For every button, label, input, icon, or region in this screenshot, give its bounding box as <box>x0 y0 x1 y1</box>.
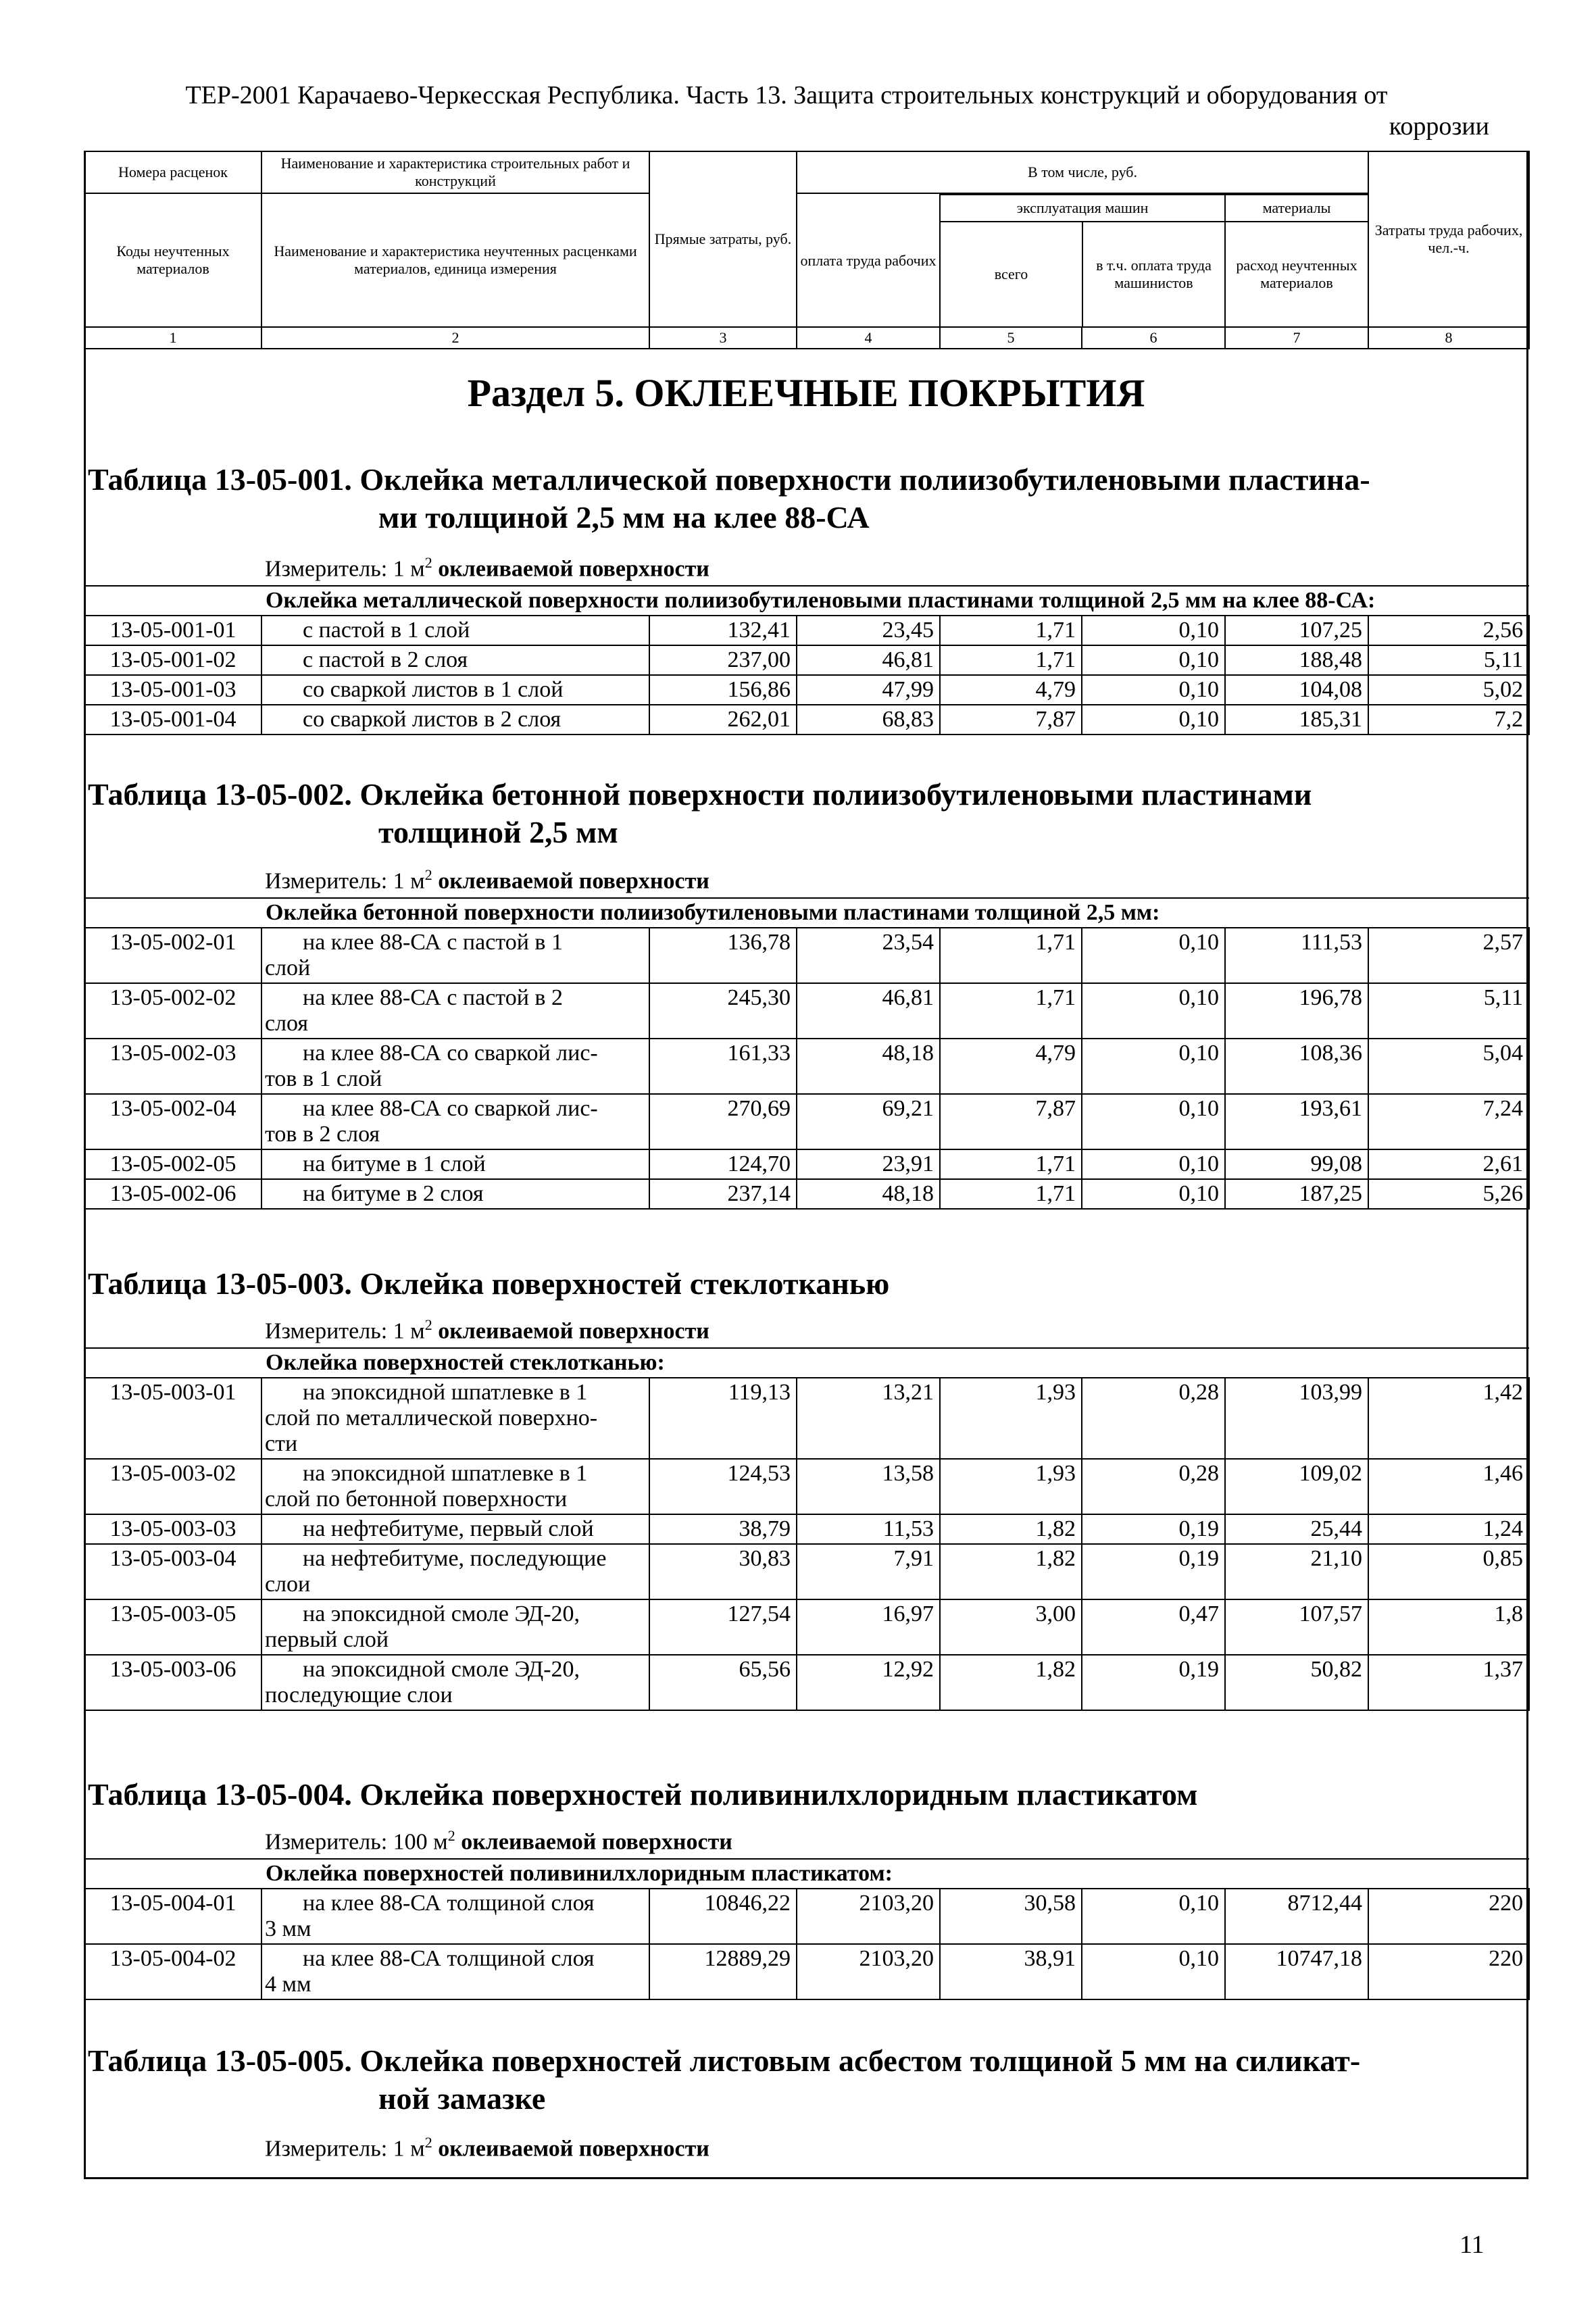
table-row: 13-05-003-05 на эпоксидной смоле ЭД-20, первый слой 127,54 16,97 3,00 0,47 107,57 1,8 <box>84 1599 1529 1655</box>
rates-table-001 <box>84 585 1530 735</box>
table-row: 13-05-002-04 на клее 88-СА со сваркой лис- тов в 2 слоя 270,69 69,21 7,87 0,10 193,61 7,24 <box>84 1094 1529 1149</box>
table-title-line: толщиной 2,5 мм <box>378 815 618 849</box>
column-header-table <box>84 151 1530 349</box>
col-machines-total: всего <box>940 222 1082 326</box>
header-line-2: коррозии <box>1389 112 1489 141</box>
col-including: В том числе, руб. <box>797 151 1368 193</box>
col-codes-top: Номера расценок <box>84 151 261 193</box>
table-subheader: Оклейка бетонной поверхности полиизобутиленовыми пластинами толщиной 2,5 мм: <box>84 898 1529 928</box>
page-header <box>84 80 1489 142</box>
rates-table-002 <box>84 897 1530 1210</box>
table-row: 13-05-001-03 со сваркой листов в 1 слой 156,86 47,99 4,79 0,10 104,08 5,02 <box>84 675 1529 705</box>
table-subheader: Оклейка металлической поверхности полиизобутиленовыми пластинами толщиной 2,5 мм на клее 88-СА: <box>84 586 1529 616</box>
table-row: 13-05-003-01 на эпоксидной шпатлевке в 1 слой по металлической поверхно- сти 119,13 13,21 1,93 0,28 103,99 1,42 <box>84 1378 1529 1459</box>
table-row: 13-05-002-05 на битуме в 1 слой 124,70 23,91 1,71 0,10 99,08 2,61 <box>84 1149 1529 1179</box>
rates-table-003 <box>84 1347 1530 1711</box>
rates-table-004 <box>84 1858 1530 2000</box>
table-title-line: Таблица 13-05-004. Оклейка поверхностей поливинилхлоридным пластикатом <box>88 1777 1198 1812</box>
col-codes-bottom: Коды неучтенных материалов <box>84 193 261 327</box>
meter-003: Измеритель: 1 $м^2$ оклеиваемой поверхности <box>265 1316 709 1344</box>
table-subheader: Оклейка поверхностей поливинилхлоридным пластикатом: <box>84 1859 1529 1889</box>
col-name-top: Наименование и характеристика строительных работ и конструкций <box>261 151 649 193</box>
meter-004: Измеритель: 100 $м^2$ оклеиваемой поверхности <box>265 1827 732 1855</box>
col-name-bottom: Наименование и характеристика неучтенных расценками материалов, единица измерения <box>261 193 649 327</box>
table-row: 13-05-001-01 с пастой в 1 слой 132,41 23,45 1,71 0,10 107,25 2,56 <box>84 616 1529 645</box>
table-row: 13-05-003-04 на нефтебитуме, последующие слои 30,83 7,91 1,82 0,19 21,10 0,85 <box>84 1544 1529 1599</box>
col-machines: эксплуатация машин <box>940 195 1225 222</box>
header-line-1: ТЕР-2001 Карачаево-Черкесская Республика. Часть 13. Защита строительных конструкций и оборудования от <box>185 81 1388 109</box>
table-title-line: ми толщиной 2,5 мм на клее 88-СА <box>378 500 870 534</box>
table-title-001 <box>88 461 1514 537</box>
table-row: 13-05-004-01 на клее 88-СА толщиной слоя 3 мм 10846,22 2103,20 30,58 0,10 8712,44 220 <box>84 1889 1529 1944</box>
table-title-line: Таблица 13-05-001. Оклейка металлической поверхности полиизобутиленовыми пластина- <box>88 462 1370 497</box>
column-number: 2 <box>261 327 649 349</box>
col-direct-costs: Прямые затраты, руб. <box>649 151 797 327</box>
column-number: 4 <box>797 327 940 349</box>
table-row: 13-05-004-02 на клее 88-СА толщиной слоя 4 мм 12889,29 2103,20 38,91 0,10 10747,18 220 <box>84 1944 1529 1999</box>
column-number: 5 <box>940 327 1082 349</box>
column-number: 6 <box>1082 327 1225 349</box>
meter-001: Измеритель: 1 $м^2$ оклеиваемой поверхности <box>265 554 709 582</box>
column-number: 1 <box>84 327 261 349</box>
meter-005: Измеритель: 1 $м^2$ оклеиваемой поверхности <box>265 2134 709 2162</box>
col-labor-costs: Затраты труда рабочих, чел.-ч. <box>1368 151 1529 327</box>
meter-002: Измеритель: 1 $м^2$ оклеиваемой поверхности <box>265 866 709 894</box>
column-number: 8 <box>1368 327 1529 349</box>
column-number: 7 <box>1225 327 1368 349</box>
table-row: 13-05-002-02 на клее 88-СА с пастой в 2 слоя 245,30 46,81 1,71 0,10 196,78 5,11 <box>84 983 1529 1039</box>
page-number: 11 <box>1460 2231 1485 2259</box>
table-title-line: Таблица 13-05-002. Оклейка бетонной поверхности полиизобутиленовыми пластинами <box>88 777 1312 812</box>
column-number: 3 <box>649 327 797 349</box>
table-row: 13-05-001-04 со сваркой листов в 2 слоя 262,01 68,83 7,87 0,10 185,31 7,2 <box>84 705 1529 735</box>
col-machinist-pay: в т.ч. оплата труда машинистов <box>1082 222 1225 326</box>
table-title-003 <box>88 1265 1514 1303</box>
section-title: Раздел 5. ОКЛЕЕЧНЫЕ ПОКРЫТИЯ <box>467 371 1145 415</box>
table-row: 13-05-001-02 с пастой в 2 слоя 237,00 46,81 1,71 0,10 188,48 5,11 <box>84 645 1529 675</box>
column-numbers-row <box>84 327 1529 349</box>
table-title-line: ной замазке <box>378 2081 546 2116</box>
table-row: 13-05-003-03 на нефтебитуме, первый слой 38,79 11,53 1,82 0,19 25,44 1,24 <box>84 1514 1529 1544</box>
table-subheader: Оклейка поверхностей стеклотканью: <box>84 1348 1529 1378</box>
col-materials: материалы <box>1225 195 1368 222</box>
col-material-consumption: расход неучтенных материалов <box>1225 222 1368 326</box>
table-row: 13-05-002-01 на клее 88-СА с пастой в 1 слой 136,78 23,54 1,71 0,10 111,53 2,57 <box>84 928 1529 983</box>
table-row: 13-05-003-06 на эпоксидной смоле ЭД-20, последующие слои 65,56 12,92 1,82 0,19 50,82 1,37 <box>84 1655 1529 1710</box>
table-title-line: Таблица 13-05-005. Оклейка поверхностей листовым асбестом толщиной 5 мм на силикат- <box>88 2043 1361 2078</box>
table-title-005 <box>88 2042 1514 2118</box>
table-row: 13-05-003-02 на эпоксидной шпатлевке в 1 слой по бетонной поверхности 124,53 13,58 1,93 0,28 109,02 1,46 <box>84 1459 1529 1514</box>
table-title-002 <box>88 776 1514 851</box>
table-title-004 <box>88 1776 1514 1814</box>
col-labor-pay: оплата труда рабочих <box>797 195 940 326</box>
table-title-line: Таблица 13-05-003. Оклейка поверхностей стеклотканью <box>88 1266 890 1301</box>
table-row: 13-05-002-03 на клее 88-СА со сваркой лис- тов в 1 слой 161,33 48,18 4,79 0,10 108,36 5,04 <box>84 1039 1529 1094</box>
table-row: 13-05-002-06 на битуме в 2 слоя 237,14 48,18 1,71 0,10 187,25 5,26 <box>84 1179 1529 1209</box>
